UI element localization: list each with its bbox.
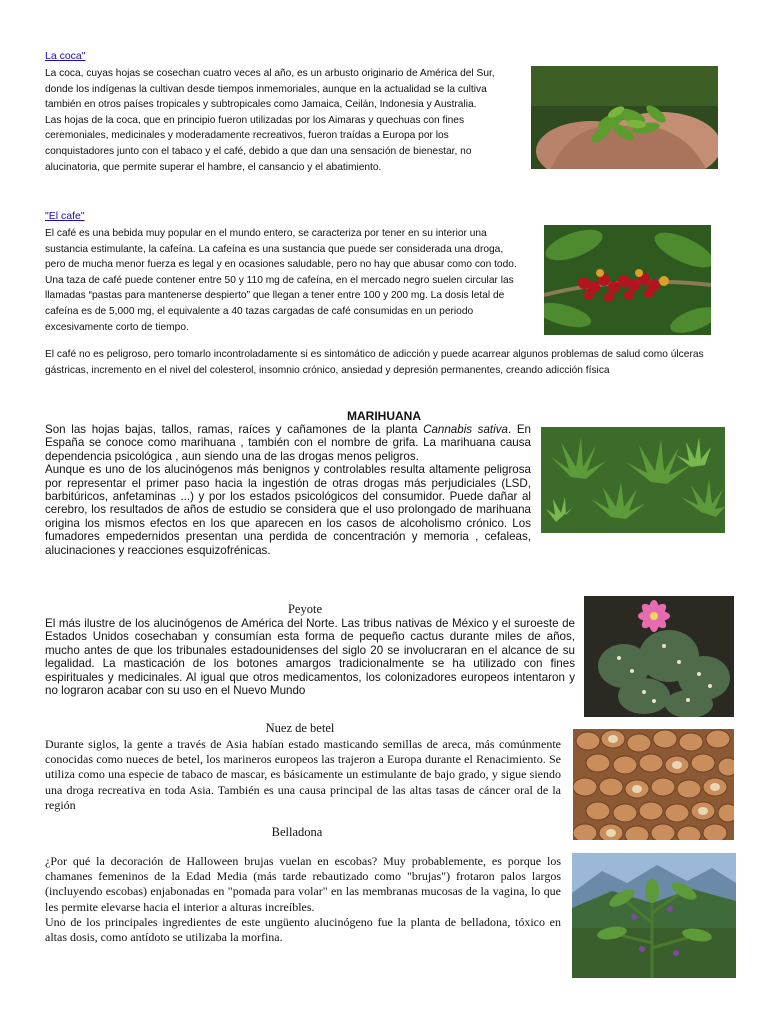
- marihuana-p1-species: Cannabis sativa: [423, 423, 508, 436]
- cafe-paragraph-3-wrap: [45, 347, 725, 378]
- coca-paragraph-1: La coca, cuyas hojas se cosechan cuatro veces al año, es un arbusto originario de América del Sur, donde los indígenas la cultivan desde tiempos inmemoriales, aunque en la actualidad se la cultiva también en otros países tropicales y subtropicales como Jamaica, Ceilán, Indonesia y Australia.: [45, 68, 495, 111]
- belladona-paragraph-1: ¿Por qué la decoración de Halloween brujas vuelan en escobas? Muy probablemente, es porque los chamanes femeninos de la Edad Media (más tarde rebautizado como "brujas") frotaron palos largos (incluyendo escobas) enjabonadas en "pomada para volar" en las membranas mucosas de la vagina, lo que les permite elevarse hacia el interior a alturas increíbles.: [45, 854, 561, 914]
- peyote-section: [45, 617, 575, 697]
- cafe-link[interactable]: "El cafe": [45, 210, 85, 222]
- betel-nuts-image: [573, 729, 734, 840]
- marihuana-p1-pre: Son las hojas bajas, tallos, ramas, raíces y cañamones de la planta: [45, 423, 424, 436]
- marihuana-title: MARIHUANA: [347, 409, 421, 423]
- coca-paragraph-2: Las hojas de la coca, que en principio fueron utilizadas por los Aimaras y quechuas con fines ceremoniales, medicinales y moderadamente recreativos, fueron traídas a Europa por los conquistadores junto con el tabaco y el café, debido a que dan una sensación de bienestar, no alucinatoria, que permite superar el hambre, el cansancio y el abatimiento.: [45, 114, 472, 173]
- betel-paragraph-1: Durante siglos, la gente a través de Asia habían estado masticando semillas de areca, más comúnmente conocidas como nueces de betel, los marineros europeos las trajeron a Europa durante el Renacimiento. Se utiliza como una especie de tabaco de mascar, es básicamente un estimulante de bajo grado, y sigue siendo una droga recreativa en toda Asia. También es una causa principal de las altas tasas de cáncer oral de la región: [45, 737, 561, 812]
- betel-section: [45, 737, 561, 813]
- belladona-title: Belladona: [271, 825, 323, 839]
- belladona-section: [45, 854, 561, 945]
- belladona-paragraph-2: Uno de los principales ingredientes de este ungüento alucinógeno fue la planta de belladona, tóxico en altas dosis, como antídoto se utilizaba la morfina.: [45, 914, 561, 945]
- cafe-paragraph-3: El café no es peligroso, pero tomarlo incontroladamente si es sintomático de adicción y puede acarrear algunos problemas de salud como úlceras gástricas, incremento en el nivel del colesterol, insomnio crónico, ansiedad y depresión permanentes, creando adicción física: [45, 349, 704, 376]
- cafe-paragraph-1: El café es una bebida muy popular en el mundo entero, se caracteriza por tener en su interior una sustancia estimulante, la cafeína. La cafeína es una sustancia que puede ser considerada una droga, pero de mucha menor fuerza es legal y en ocasiones saludable, pero no hay que abusar como con todo.: [45, 228, 517, 271]
- betel-title: Nuez de betel: [265, 721, 335, 735]
- coca-link[interactable]: La coca": [45, 50, 86, 62]
- belladonna-image: [572, 853, 736, 978]
- coca-section: [45, 46, 520, 175]
- peyote-paragraph-1: El más ilustre de los alucinógenos de América del Norte. Las tribus nativas de México y el suroeste de Estados Unidos cosechaban y consumían esta forma de pequeño cactus durante miles de años, mucho antes de que los tribunales estadounidenses del siglo 20 se involucraran en el alcance de su legalidad. La masticación de los botones amargos tradicionalmente se ha utilizado con fines espirituales y medicinales. Al igual que otros medicamentos, los colonizadores europeos intentaron y no lograron acabar con su uso en el Nuevo Mundo: [45, 617, 575, 698]
- marihuana-paragraph-2: Aunque es uno de los alucinógenos más benignos y controlables resulta altamente peligrosa por representar el primer paso hacia la ingestión de otras drogas más perjudiciales (LSD, barbitúricos, anfetaminas ...) y por los estados psicológicos del consumidor. Puede dañar al cerebro, los resultados de años de estudio se considera que el uso prolongado de marihuana origina los mismos efectos en los que aparecen en los casos de alcoholismo crónico. Los fumadores empedernidos presentan una perdida de concentración y memoria , cefaleas, alucinaciones y reacciones esquizofrénicas.: [45, 463, 531, 557]
- marihuana-p1-post: . En España se conoce como marihuana , también con el nombre de grifa. La marihuana causa dependencia psicológica , aun siendo una de las drogas menos peligros.: [45, 423, 532, 463]
- cannabis-image: [541, 427, 725, 533]
- coca-leaves-image: [531, 66, 718, 169]
- cafe-paragraph-2: Una taza de café puede contener entre 50 y 110 mg de cafeína, en el mercado negro suelen circular las llamadas “pastas para mantenerse despierto” que llegan a tener entre 100 y 200 mg. La dosis letal de cafeína es de 5,000 mg, el equivalente a 40 tazas cargadas de café consumidas en un periodo excesivamente corto de tiempo.: [45, 274, 514, 333]
- marihuana-section: [45, 423, 725, 557]
- cafe-section: [45, 206, 523, 335]
- coffee-cherries-image: [544, 225, 711, 335]
- peyote-image: [584, 596, 734, 717]
- peyote-title: Peyote: [287, 602, 323, 616]
